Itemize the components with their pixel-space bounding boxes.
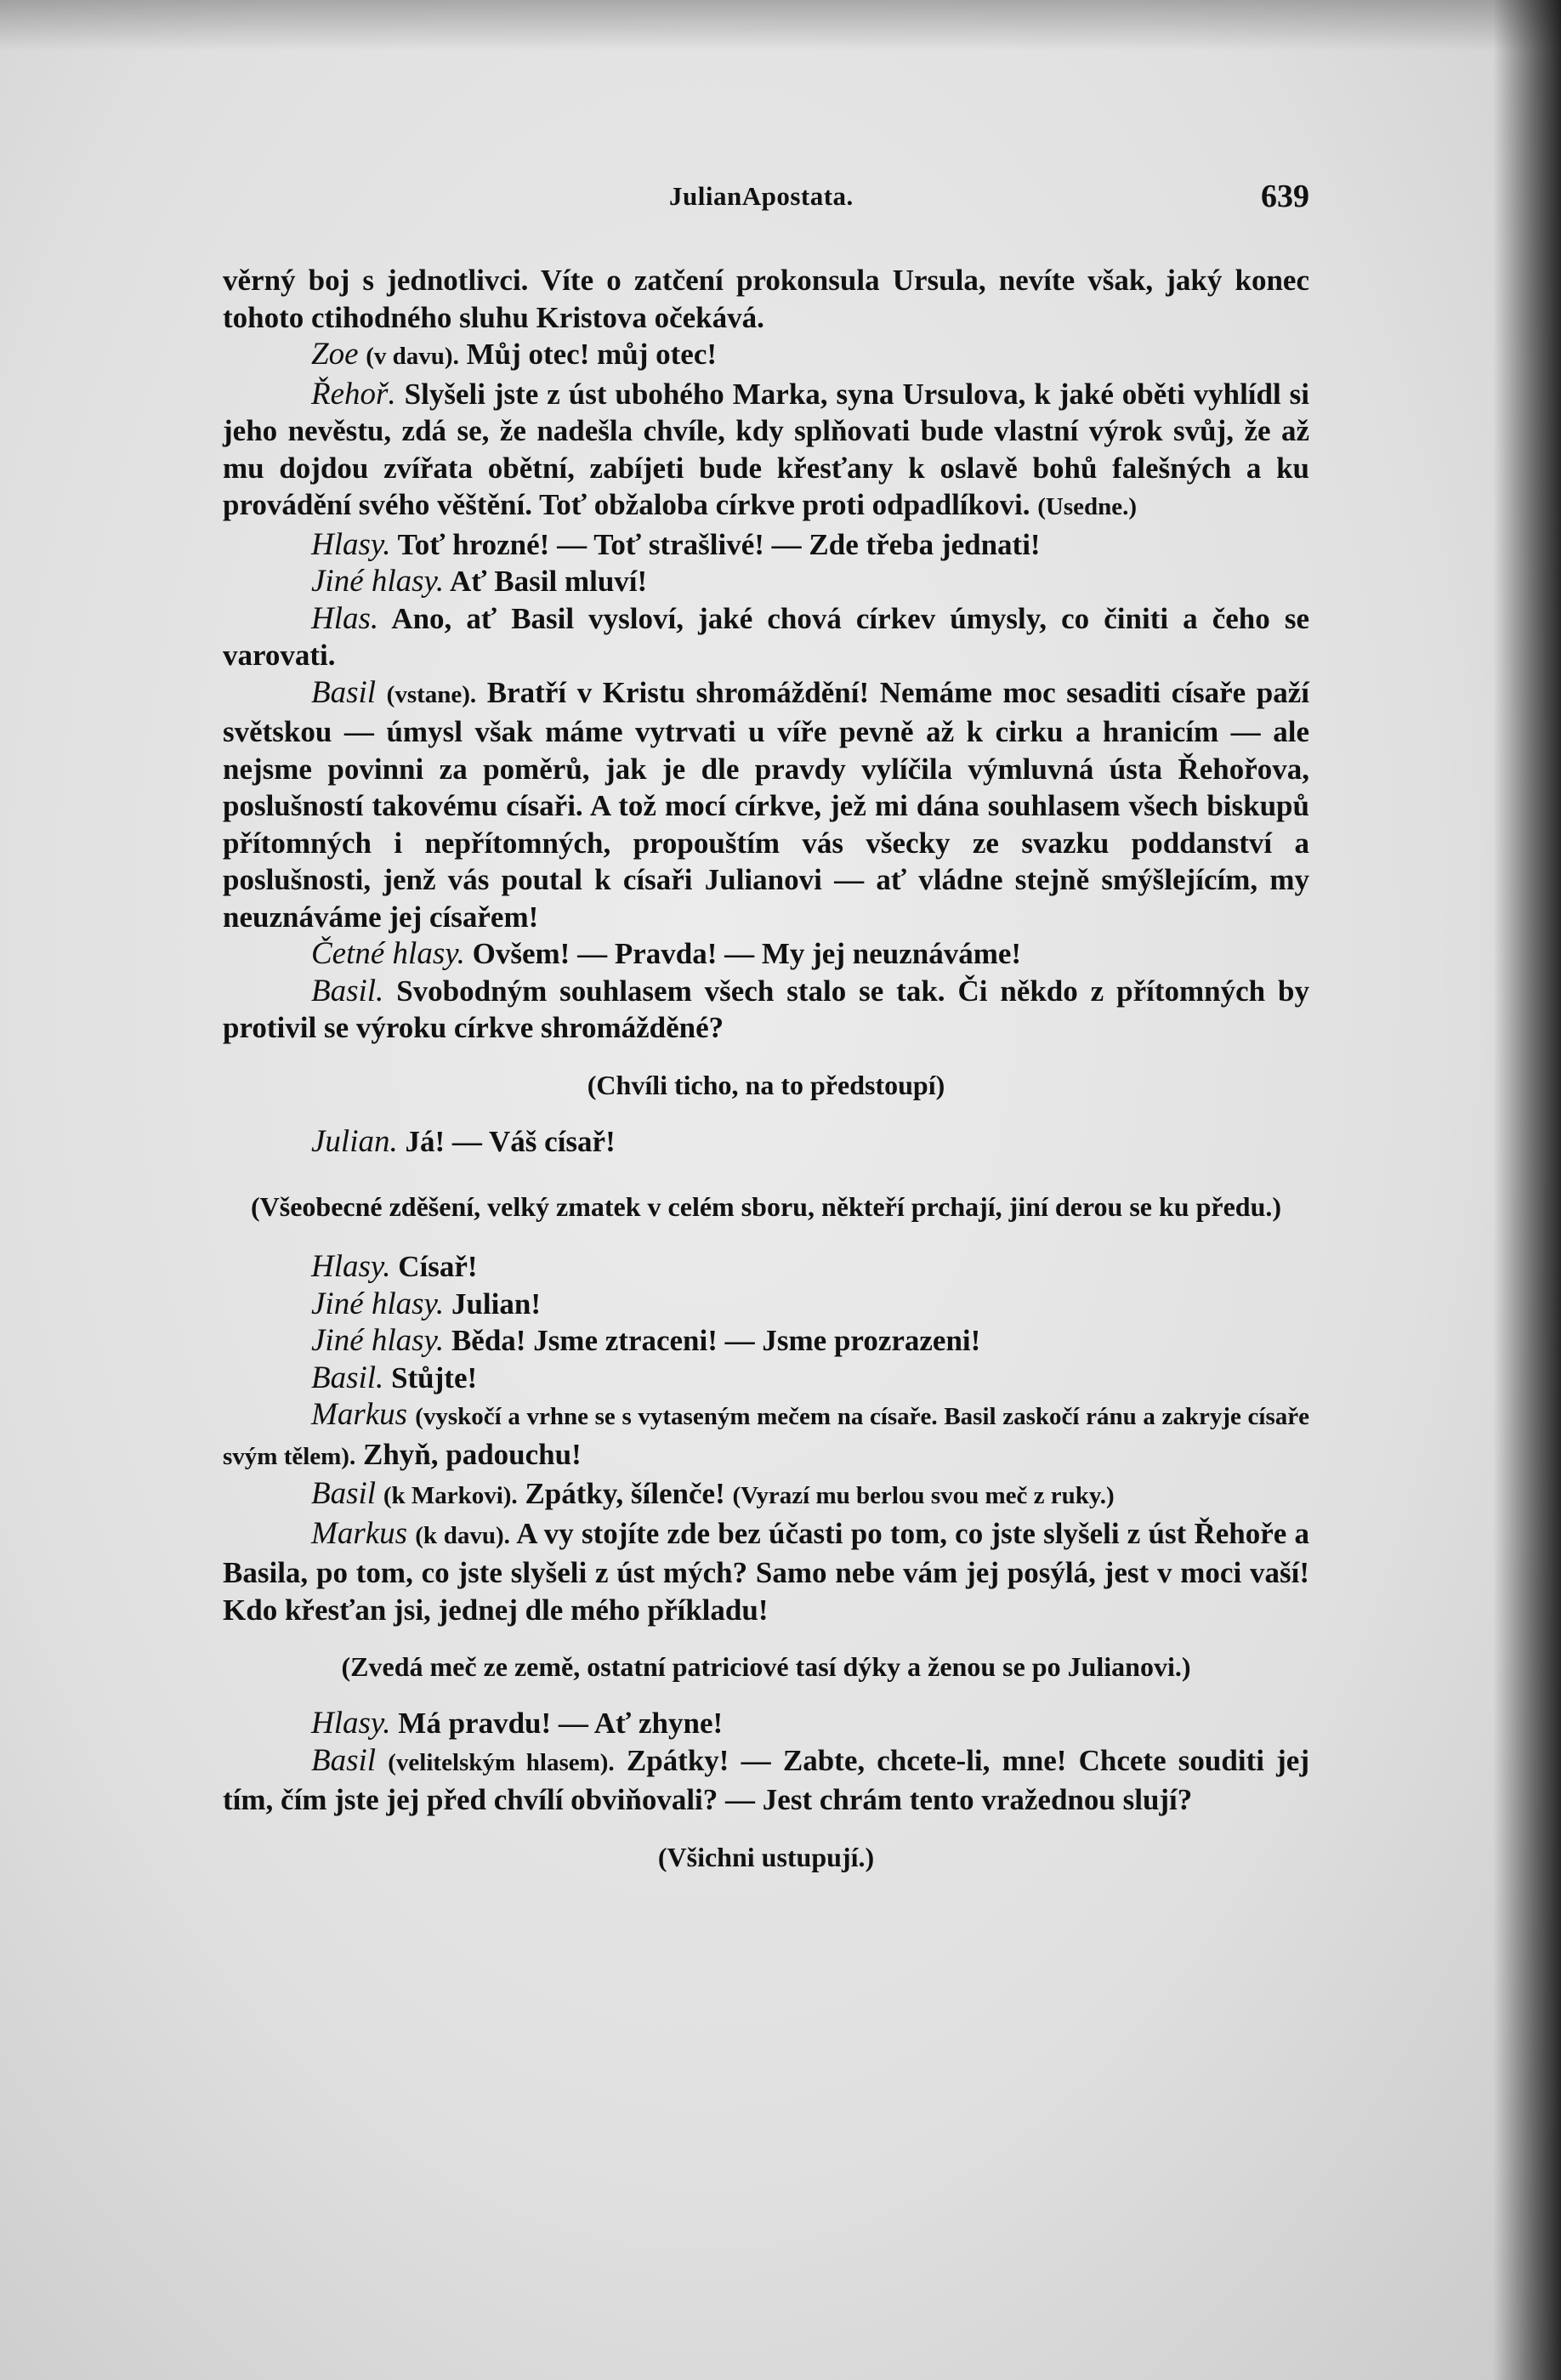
speaker-jine-hlasy: Jiné hlasy. (311, 1286, 445, 1321)
stage-direction: (vyskočí a vrhne se s vytaseným mečem na císaře. Basil zaskočí ránu a zakryje císaře svým tělem). (223, 1403, 1309, 1470)
speaker-hlas: Hlas. (311, 600, 379, 636)
speech-text: Svobodným souhlasem všech stalo se tak. Či někdo z přítomných by protivil se výroku církve shromážděné? (223, 974, 1309, 1044)
speech-text: Zpátky! — Zabte, chcete-li, mne! Chcete souditi jej tím, čím jste jej před chvílí obviňovali? — Jest chrám tento vražednou slují? (223, 1743, 1310, 1816)
line-text: věrný boj s jednotlivci. Víte o zatčení prokonsula Ursula, nevíte však, jaký konec tohoto ctihodného sluhu Kristova očekává. (223, 264, 1309, 334)
speech-text: Bratří v Kristu shromáždění! Nemáme moc sesaditi císaře paží světskou — úmysl však máme vytrvati u víře pevně až k cirku a hranicím — ale nejsme povinni za poměrů, jak je dle pravdy vylíčila výmluvná ústa Řehořova, poslušností takovému císaři. A tož mocí církve, jež mi dána souhlasem všech biskupů přítomných i nepřítomných, propouštím vás všecky ze svazku poddanství a poslušnosti, jenž vás poutal k císaři Julianovi — ať vládne stejně smýšlejícím, my neuznáváme jej císařem! (223, 675, 1310, 934)
speaker-basil: Basil (311, 1742, 377, 1778)
speech-text: Můj otec! můj otec! (466, 338, 718, 371)
stage-direction-centered: (Zvedá meč ze země, ostatní patriciové tasí dýky a ženou se po Julianovi.) (341, 1651, 1191, 1682)
speech-zoe (223, 336, 1309, 376)
speaker-cetne-hlasy: Četné hlasy. (311, 936, 465, 971)
speech-text: A vy stojíte zde bez účasti po tom, co jste slyšeli z úst Řehoře a Basila, po tom, co jste slyšeli z úst mých? Samo nebe vám jej posýlá, jest v moci vaší! Kdo křesťan jsi, jednej dle mého příkladu! (223, 1516, 1310, 1627)
speech-text: Já! — Váš císař! (405, 1124, 616, 1158)
speaker-basil: Basil (311, 1476, 377, 1511)
speech-jine-hlasy (223, 1322, 1309, 1360)
speech-text: Ať Basil mluví! (450, 565, 648, 598)
speech-text: Zpátky, šílenče! (525, 1477, 725, 1510)
stage-direction: (k davu). (415, 1521, 510, 1549)
speech-text: Julian! (451, 1287, 541, 1321)
speaker-basil: Basil. (311, 1360, 384, 1395)
speech-basil (223, 674, 1309, 936)
stage-direction: (Usedne.) (1037, 493, 1138, 520)
speech-text: Slyšeli jste z úst ubohého Marka, syna Ursulova, k jaké oběti vyhlídl si jeho nevěstu, zdá se, že nadešla chvíle, kdy splňovati bude vlastní výrok svůj, že až mu dojdou zvířata obětní, zabíjeti bude křesťany k oslavě bohů falešných a ku provádění svého věštění. Toť obžaloba církve proti odpadlíkovi. (223, 377, 1309, 521)
speech-hlasy (223, 526, 1309, 564)
speech-basil (223, 1742, 1309, 1819)
speech-text: Běda! Jsme ztraceni! — Jsme prozrazeni! (451, 1324, 981, 1357)
speech-hlas (223, 600, 1309, 674)
speech-markus (223, 1396, 1309, 1475)
body-text (223, 262, 1309, 1895)
speech-text: Stůjte! (391, 1360, 478, 1394)
stage-direction: (velitelským hlasem). (388, 1748, 615, 1776)
running-title: JulianApostata. (669, 181, 854, 211)
page-shadow-right (1493, 0, 1561, 2380)
stage-direction-centered: (Všichni ustupují.) (657, 1841, 875, 1872)
speech-text: Zhyň, padouchu! (362, 1437, 582, 1471)
speech-rehor (223, 376, 1309, 526)
speech-text: Má pravdu! — Ať zhyne! (398, 1707, 724, 1740)
paragraph-continuation (223, 262, 1309, 336)
speech-basil (223, 973, 1309, 1047)
speech-hlasy (223, 1248, 1309, 1286)
speech-jine-hlasy (223, 1286, 1309, 1323)
stage-direction-centered: (Chvíli ticho, na to předstoupí) (587, 1069, 945, 1100)
speaker-rehor: Řehoř. (311, 376, 396, 412)
stage-direction: (vstane). (386, 680, 477, 708)
speaker-jine-hlasy: Jiné hlasy. (311, 564, 445, 599)
speech-cetne-hlasy (223, 935, 1309, 973)
speaker-hlasy: Hlasy. (311, 1706, 391, 1741)
speaker-julian: Julian. (311, 1123, 398, 1159)
speech-markus (223, 1515, 1309, 1629)
speaker-basil: Basil. (311, 973, 384, 1008)
page-shadow-top (0, 0, 1561, 51)
speaker-basil: Basil (311, 674, 377, 710)
speech-hlasy (223, 1705, 1309, 1742)
stage-direction: (Vyrazí mu berlou svou meč z ruky.) (732, 1482, 1115, 1509)
speaker-markus: Markus (311, 1515, 408, 1551)
speaker-markus: Markus (311, 1397, 408, 1432)
speech-basil (223, 1475, 1309, 1515)
speech-text: Ovšem! — Pravda! — My jej neuznáváme! (472, 937, 1022, 970)
speech-text: Ano, ať Basil vysloví, jaké chová církev úmysly, co činiti a čeho se varovati. (223, 601, 1309, 672)
speech-julian (223, 1123, 1309, 1161)
page-number: 639 (1261, 179, 1309, 214)
speech-text: Císař! (398, 1250, 478, 1283)
speech-jine-hlasy (223, 563, 1309, 600)
speech-text: Toť hrozné! — Toť strašlivé! — Zde třeba jednati! (397, 527, 1041, 561)
page-header (223, 181, 1309, 215)
stage-direction: (k Markovi). (383, 1482, 518, 1509)
speaker-zoe: Zoe (311, 337, 359, 372)
stage-direction: (v davu). (366, 343, 459, 370)
stage-direction-centered: (Všeobecné zděšení, velký zmatek v celém sboru, někteří prchají, jiní derou se ku předu.) (250, 1191, 1282, 1222)
speaker-hlasy: Hlasy. (311, 526, 391, 562)
speech-basil (223, 1360, 1309, 1397)
speaker-jine-hlasy: Jiné hlasy. (311, 1323, 445, 1358)
speaker-hlasy: Hlasy. (311, 1249, 391, 1284)
